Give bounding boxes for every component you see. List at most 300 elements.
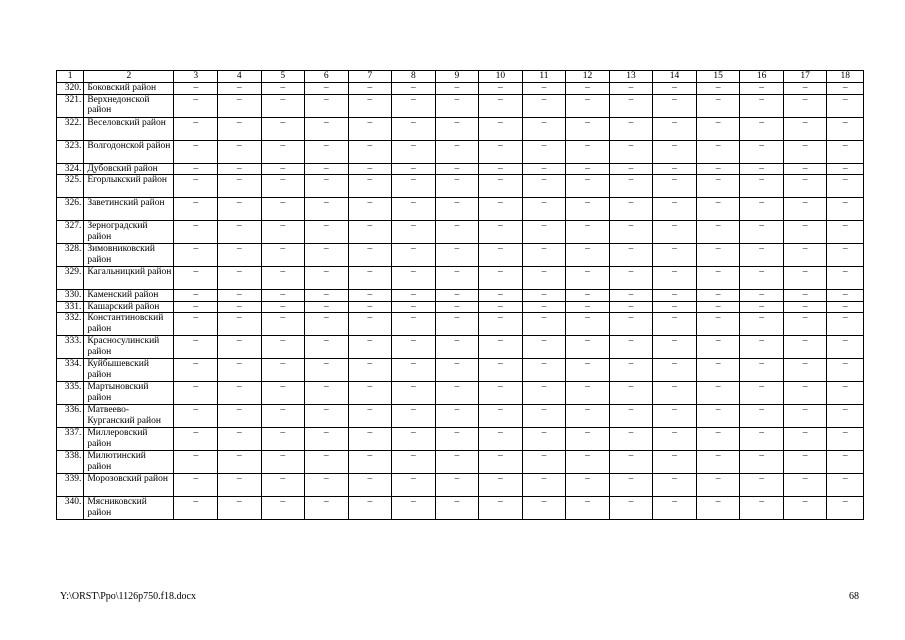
value-cell: – <box>609 94 653 117</box>
value-cell: – <box>435 474 479 497</box>
value-cell: – <box>522 336 566 359</box>
row-number: 326. <box>57 198 84 221</box>
value-cell: – <box>174 163 218 175</box>
value-cell: – <box>566 382 610 405</box>
value-cell: – <box>740 301 784 313</box>
value-cell: – <box>783 244 827 267</box>
district-name: Мясниковский район <box>84 497 174 520</box>
value-cell: – <box>566 221 610 244</box>
value-cell: – <box>696 301 740 313</box>
value-cell: – <box>740 221 784 244</box>
value-cell: – <box>740 94 784 117</box>
value-cell: – <box>261 198 305 221</box>
value-cell: – <box>174 244 218 267</box>
district-name: Морозовский район <box>84 474 174 497</box>
value-cell: – <box>696 359 740 382</box>
value-cell: – <box>435 140 479 163</box>
district-name: Верхнедонской район <box>84 94 174 117</box>
value-cell: – <box>261 359 305 382</box>
value-cell: – <box>174 359 218 382</box>
value-cell: – <box>261 163 305 175</box>
table-row <box>57 359 864 382</box>
value-cell: – <box>435 244 479 267</box>
value-cell: – <box>783 451 827 474</box>
header-cell-12: 12 <box>566 71 610 83</box>
value-cell: – <box>566 117 610 140</box>
value-cell: – <box>217 290 261 302</box>
value-cell: – <box>392 301 436 313</box>
table-row <box>57 451 864 474</box>
value-cell: – <box>522 382 566 405</box>
value-cell: – <box>740 405 784 428</box>
table-row <box>57 290 864 302</box>
value-cell: – <box>783 313 827 336</box>
value-cell: – <box>348 405 392 428</box>
table-row <box>57 117 864 140</box>
header-cell-8: 8 <box>392 71 436 83</box>
header-cell-1: 1 <box>57 71 84 83</box>
value-cell: – <box>609 290 653 302</box>
value-cell: – <box>783 382 827 405</box>
district-name: Зимовниковский район <box>84 244 174 267</box>
value-cell: – <box>566 451 610 474</box>
value-cell: – <box>827 140 864 163</box>
value-cell: – <box>217 221 261 244</box>
value-cell: – <box>348 163 392 175</box>
value-cell: – <box>348 221 392 244</box>
value-cell: – <box>522 198 566 221</box>
value-cell: – <box>305 198 349 221</box>
value-cell: – <box>435 428 479 451</box>
value-cell: – <box>305 221 349 244</box>
value-cell: – <box>827 175 864 198</box>
value-cell: – <box>217 175 261 198</box>
value-cell: – <box>609 382 653 405</box>
table-header-row <box>57 71 864 83</box>
value-cell: – <box>827 359 864 382</box>
value-cell: – <box>740 359 784 382</box>
value-cell: – <box>174 301 218 313</box>
value-cell: – <box>783 428 827 451</box>
district-name: Егорлыкский район <box>84 175 174 198</box>
header-cell-3: 3 <box>174 71 218 83</box>
value-cell: – <box>261 497 305 520</box>
value-cell: – <box>609 301 653 313</box>
value-cell: – <box>740 163 784 175</box>
value-cell: – <box>435 382 479 405</box>
value-cell: – <box>305 497 349 520</box>
value-cell: – <box>392 94 436 117</box>
value-cell: – <box>827 83 864 95</box>
value-cell: – <box>217 117 261 140</box>
value-cell: – <box>783 336 827 359</box>
value-cell: – <box>783 497 827 520</box>
value-cell: – <box>696 428 740 451</box>
value-cell: – <box>522 83 566 95</box>
value-cell: – <box>261 428 305 451</box>
value-cell: – <box>348 140 392 163</box>
value-cell: – <box>217 405 261 428</box>
value-cell: – <box>261 94 305 117</box>
district-name: Зерноградский район <box>84 221 174 244</box>
value-cell: – <box>609 451 653 474</box>
value-cell: – <box>522 163 566 175</box>
value-cell: – <box>305 163 349 175</box>
value-cell: – <box>435 117 479 140</box>
value-cell: – <box>783 221 827 244</box>
table-row <box>57 301 864 313</box>
value-cell: – <box>696 244 740 267</box>
value-cell: – <box>740 497 784 520</box>
value-cell: – <box>827 267 864 290</box>
value-cell: – <box>479 163 523 175</box>
value-cell: – <box>696 474 740 497</box>
value-cell: – <box>653 117 697 140</box>
value-cell: – <box>261 336 305 359</box>
value-cell: – <box>479 117 523 140</box>
value-cell: – <box>609 163 653 175</box>
value-cell: – <box>305 451 349 474</box>
value-cell: – <box>305 267 349 290</box>
value-cell: – <box>783 474 827 497</box>
value-cell: – <box>174 140 218 163</box>
value-cell: – <box>783 163 827 175</box>
value-cell: – <box>348 83 392 95</box>
value-cell: – <box>696 290 740 302</box>
table-row <box>57 221 864 244</box>
value-cell: – <box>827 290 864 302</box>
value-cell: – <box>609 117 653 140</box>
value-cell: – <box>696 497 740 520</box>
value-cell: – <box>566 359 610 382</box>
value-cell: – <box>392 497 436 520</box>
value-cell: – <box>217 428 261 451</box>
value-cell: – <box>305 117 349 140</box>
district-name: Милютинский район <box>84 451 174 474</box>
value-cell: – <box>217 451 261 474</box>
value-cell: – <box>348 267 392 290</box>
row-number: 327. <box>57 221 84 244</box>
value-cell: – <box>740 244 784 267</box>
value-cell: – <box>261 117 305 140</box>
value-cell: – <box>566 198 610 221</box>
value-cell: – <box>305 428 349 451</box>
value-cell: – <box>261 140 305 163</box>
value-cell: – <box>435 198 479 221</box>
value-cell: – <box>522 267 566 290</box>
header-cell-2: 2 <box>84 71 174 83</box>
header-cell-16: 16 <box>740 71 784 83</box>
value-cell: – <box>435 313 479 336</box>
value-cell: – <box>740 451 784 474</box>
district-name: Матвеево-Курганский район <box>84 405 174 428</box>
value-cell: – <box>217 336 261 359</box>
row-number: 336. <box>57 405 84 428</box>
value-cell: – <box>217 244 261 267</box>
value-cell: – <box>174 451 218 474</box>
value-cell: – <box>827 497 864 520</box>
value-cell: – <box>217 313 261 336</box>
value-cell: – <box>217 94 261 117</box>
value-cell: – <box>261 474 305 497</box>
value-cell: – <box>217 474 261 497</box>
value-cell: – <box>174 117 218 140</box>
value-cell: – <box>305 94 349 117</box>
header-cell-5: 5 <box>261 71 305 83</box>
value-cell: – <box>522 474 566 497</box>
row-number: 340. <box>57 497 84 520</box>
value-cell: – <box>609 244 653 267</box>
table-row <box>57 83 864 95</box>
value-cell: – <box>305 382 349 405</box>
value-cell: – <box>740 83 784 95</box>
value-cell: – <box>827 94 864 117</box>
value-cell: – <box>522 359 566 382</box>
value-cell: – <box>653 221 697 244</box>
value-cell: – <box>392 221 436 244</box>
value-cell: – <box>174 221 218 244</box>
value-cell: – <box>566 175 610 198</box>
value-cell: – <box>479 83 523 95</box>
value-cell: – <box>696 175 740 198</box>
value-cell: – <box>348 474 392 497</box>
header-cell-15: 15 <box>696 71 740 83</box>
value-cell: – <box>566 428 610 451</box>
value-cell: – <box>217 382 261 405</box>
table-row <box>57 94 864 117</box>
value-cell: – <box>740 140 784 163</box>
district-name: Мартыновский район <box>84 382 174 405</box>
value-cell: – <box>740 474 784 497</box>
row-number: 323. <box>57 140 84 163</box>
value-cell: – <box>609 336 653 359</box>
value-cell: – <box>217 140 261 163</box>
value-cell: – <box>305 140 349 163</box>
value-cell: – <box>392 474 436 497</box>
district-name: Куйбышевский район <box>84 359 174 382</box>
value-cell: – <box>348 359 392 382</box>
value-cell: – <box>479 94 523 117</box>
header-cell-9: 9 <box>435 71 479 83</box>
value-cell: – <box>566 405 610 428</box>
value-cell: – <box>783 117 827 140</box>
table-row <box>57 198 864 221</box>
row-number: 335. <box>57 382 84 405</box>
value-cell: – <box>435 267 479 290</box>
value-cell: – <box>392 140 436 163</box>
table-row <box>57 244 864 267</box>
value-cell: – <box>348 290 392 302</box>
value-cell: – <box>522 244 566 267</box>
table-row <box>57 140 864 163</box>
district-name: Заветинский район <box>84 198 174 221</box>
value-cell: – <box>479 474 523 497</box>
value-cell: – <box>566 140 610 163</box>
value-cell: – <box>174 382 218 405</box>
value-cell: – <box>261 244 305 267</box>
value-cell: – <box>566 290 610 302</box>
value-cell: – <box>435 336 479 359</box>
value-cell: – <box>261 221 305 244</box>
value-cell: – <box>827 301 864 313</box>
value-cell: – <box>522 405 566 428</box>
value-cell: – <box>217 497 261 520</box>
value-cell: – <box>653 428 697 451</box>
value-cell: – <box>435 359 479 382</box>
footer-file-path: Y:\ORST\Ppo\1126p750.f18.docx <box>60 591 196 602</box>
value-cell: – <box>522 313 566 336</box>
table-row <box>57 428 864 451</box>
value-cell: – <box>827 336 864 359</box>
value-cell: – <box>479 140 523 163</box>
table-row <box>57 497 864 520</box>
value-cell: – <box>783 83 827 95</box>
value-cell: – <box>392 244 436 267</box>
value-cell: – <box>609 221 653 244</box>
value-cell: – <box>566 336 610 359</box>
value-cell: – <box>653 244 697 267</box>
value-cell: – <box>348 117 392 140</box>
district-name: Дубовский район <box>84 163 174 175</box>
value-cell: – <box>174 290 218 302</box>
table-row <box>57 405 864 428</box>
value-cell: – <box>653 474 697 497</box>
value-cell: – <box>261 175 305 198</box>
value-cell: – <box>348 451 392 474</box>
value-cell: – <box>435 451 479 474</box>
value-cell: – <box>479 405 523 428</box>
value-cell: – <box>783 198 827 221</box>
table-body <box>57 71 864 520</box>
value-cell: – <box>261 267 305 290</box>
value-cell: – <box>653 313 697 336</box>
value-cell: – <box>740 198 784 221</box>
value-cell: – <box>261 301 305 313</box>
value-cell: – <box>217 163 261 175</box>
value-cell: – <box>174 474 218 497</box>
value-cell: – <box>827 117 864 140</box>
value-cell: – <box>696 221 740 244</box>
value-cell: – <box>653 405 697 428</box>
value-cell: – <box>783 290 827 302</box>
row-number: 330. <box>57 290 84 302</box>
value-cell: – <box>305 175 349 198</box>
value-cell: – <box>653 301 697 313</box>
value-cell: – <box>174 405 218 428</box>
value-cell: – <box>653 175 697 198</box>
value-cell: – <box>653 382 697 405</box>
value-cell: – <box>217 198 261 221</box>
value-cell: – <box>522 94 566 117</box>
value-cell: – <box>696 94 740 117</box>
value-cell: – <box>479 451 523 474</box>
value-cell: – <box>348 175 392 198</box>
value-cell: – <box>392 359 436 382</box>
data-table <box>56 70 864 520</box>
row-number: 329. <box>57 267 84 290</box>
value-cell: – <box>740 313 784 336</box>
value-cell: – <box>653 290 697 302</box>
value-cell: – <box>348 336 392 359</box>
row-number: 337. <box>57 428 84 451</box>
value-cell: – <box>522 301 566 313</box>
value-cell: – <box>348 313 392 336</box>
value-cell: – <box>348 497 392 520</box>
district-name: Веселовский район <box>84 117 174 140</box>
value-cell: – <box>522 175 566 198</box>
row-number: 325. <box>57 175 84 198</box>
table-row <box>57 313 864 336</box>
value-cell: – <box>609 428 653 451</box>
value-cell: – <box>305 474 349 497</box>
value-cell: – <box>827 428 864 451</box>
value-cell: – <box>609 140 653 163</box>
value-cell: – <box>479 359 523 382</box>
value-cell: – <box>174 83 218 95</box>
value-cell: – <box>261 451 305 474</box>
value-cell: – <box>479 336 523 359</box>
value-cell: – <box>392 336 436 359</box>
value-cell: – <box>827 451 864 474</box>
value-cell: – <box>827 313 864 336</box>
value-cell: – <box>827 163 864 175</box>
value-cell: – <box>435 94 479 117</box>
value-cell: – <box>566 497 610 520</box>
value-cell: – <box>827 474 864 497</box>
value-cell: – <box>435 83 479 95</box>
value-cell: – <box>522 140 566 163</box>
value-cell: – <box>479 221 523 244</box>
value-cell: – <box>479 267 523 290</box>
value-cell: – <box>217 83 261 95</box>
value-cell: – <box>522 428 566 451</box>
header-cell-10: 10 <box>479 71 523 83</box>
table-row <box>57 474 864 497</box>
value-cell: – <box>479 382 523 405</box>
value-cell: – <box>783 140 827 163</box>
value-cell: – <box>522 221 566 244</box>
value-cell: – <box>653 163 697 175</box>
value-cell: – <box>609 497 653 520</box>
table-row <box>57 382 864 405</box>
value-cell: – <box>261 83 305 95</box>
row-number: 331. <box>57 301 84 313</box>
row-number: 332. <box>57 313 84 336</box>
value-cell: – <box>348 198 392 221</box>
value-cell: – <box>348 301 392 313</box>
value-cell: – <box>609 83 653 95</box>
district-name: Константиновский район <box>84 313 174 336</box>
value-cell: – <box>261 405 305 428</box>
value-cell: – <box>609 267 653 290</box>
value-cell: – <box>609 359 653 382</box>
district-name: Волгодонской район <box>84 140 174 163</box>
value-cell: – <box>435 290 479 302</box>
value-cell: – <box>566 474 610 497</box>
value-cell: – <box>566 244 610 267</box>
value-cell: – <box>261 313 305 336</box>
value-cell: – <box>174 313 218 336</box>
value-cell: – <box>566 163 610 175</box>
value-cell: – <box>566 313 610 336</box>
value-cell: – <box>261 382 305 405</box>
value-cell: – <box>653 83 697 95</box>
row-number: 320. <box>57 83 84 95</box>
value-cell: – <box>348 428 392 451</box>
value-cell: – <box>392 117 436 140</box>
value-cell: – <box>174 497 218 520</box>
header-cell-7: 7 <box>348 71 392 83</box>
